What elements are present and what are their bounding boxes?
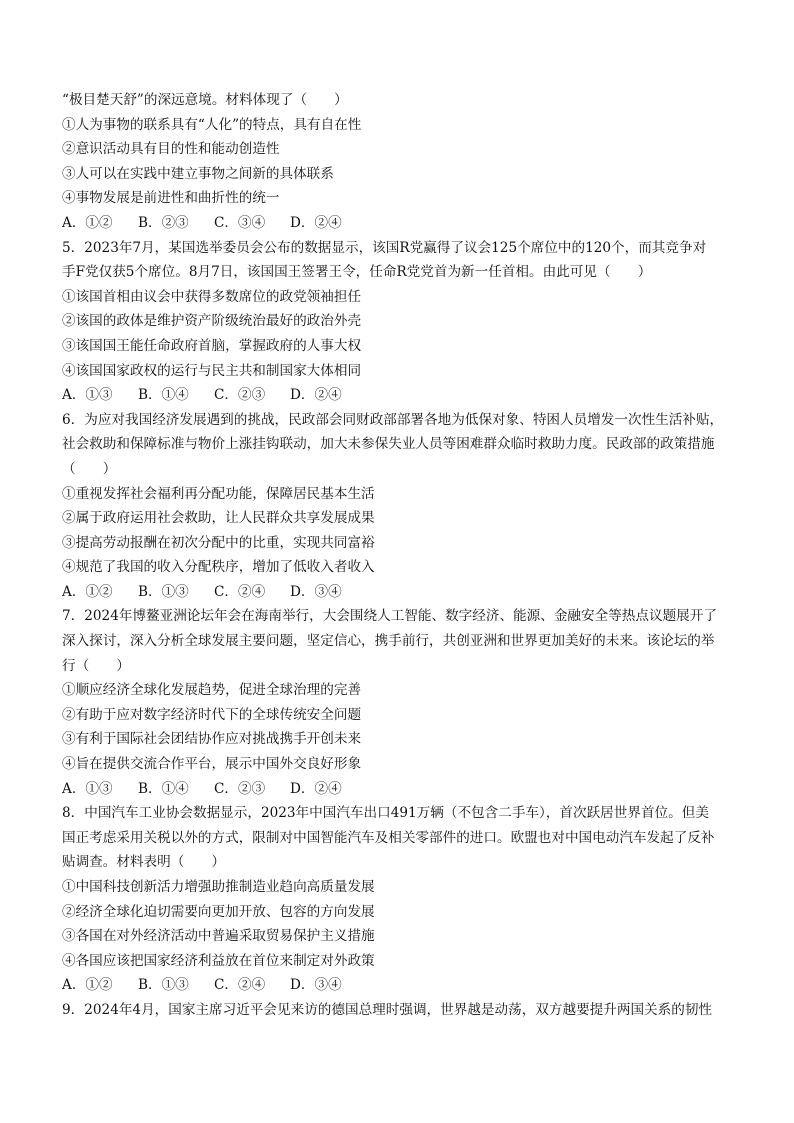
question-stem-line: 社会救助和保障标准与物价上涨挂钩联动，加大未参保失业人员等困难群众临时救助力度。民政部的政策措施: [62, 436, 715, 453]
answer-options: [62, 777, 742, 802]
answer-options: [62, 973, 742, 998]
option-a: A．①②: [62, 977, 113, 994]
choice-item: ②有助于应对数字经济时代下的全球传统安全问题: [62, 706, 362, 723]
choice-item: ②属于政府运用社会救助，让人民群众共享发展成果: [62, 510, 375, 527]
question-stem-line: 9．2024年4月，国家主席习近平会见来访的德国总理时强调，世界越是动荡，双方越要提升两国关系的韧性: [62, 1001, 713, 1018]
choice-item: ④各国应该把国家经济利益放在首位来制定对外政策: [62, 952, 375, 969]
answer-options: [62, 580, 742, 605]
question-stem-line: 5．2023年7月，某国选举委员会公布的数据显示，该国R党赢得了议会125个席位中的120个，而其竞争对: [62, 239, 707, 256]
question-stem-line: 6．为应对我国经济发展遇到的挑战，民政部会同财政部部署各地为低保对象、特困人员增发一次性生活补贴，: [62, 411, 724, 428]
question-stem-line: 手F党仅获5个席位。8月7日，该国国王签署王令，任命R党党首为新一任首相。由此可见（ ）: [62, 264, 652, 281]
option-c: C．②③: [214, 780, 266, 797]
option-a: A．①③: [62, 780, 113, 797]
option-d: D．②④: [290, 214, 342, 231]
question-8: [62, 801, 742, 998]
option-b: B．②③: [138, 214, 189, 231]
choice-item: ②意识活动具有目的性和能动创造性: [62, 141, 280, 158]
question-stem-line: 贴调查。材料表明（ ）: [62, 854, 226, 871]
option-b: B．①③: [138, 977, 189, 994]
question-stem-line: 行（ ）: [62, 657, 130, 674]
choice-item: ①顺应经济全球化发展趋势，促进全球治理的完善: [62, 682, 362, 699]
question-stem-line: 国正考虑采用关税以外的方式，限制对中国智能汽车及相关零部件的进口。欧盟也对中国电动汽车发起了反补: [62, 829, 715, 846]
question-7: [62, 604, 742, 801]
choice-item: ③有利于国际社会团结协作应对挑战携手开创未来: [62, 731, 362, 748]
option-b: B．①④: [138, 387, 189, 404]
option-a: A．①②: [62, 214, 113, 231]
option-c: C．②④: [214, 583, 266, 600]
option-c: C．③④: [214, 214, 266, 231]
option-d: D．②④: [290, 387, 342, 404]
choice-item: ③各国在对外经济活动中普遍采取贸易保护主义措施: [62, 928, 375, 945]
choice-item: ③提高劳动报酬在初次分配中的比重，实现共同富裕: [62, 534, 375, 551]
choice-item: ④事物发展是前进性和曲折性的统一: [62, 190, 280, 207]
choice-item: ①人为事物的联系具有“人化”的特点，具有自在性: [62, 116, 362, 133]
question-4-tail: [62, 88, 742, 236]
option-b: B．①④: [138, 780, 189, 797]
choice-item: ③人可以在实践中建立事物之间新的具体联系: [62, 165, 334, 182]
choice-item: ③该国国王能任命政府首脑，掌握政府的人事大权: [62, 337, 362, 354]
option-d: D．②④: [290, 780, 342, 797]
option-b: B．①③: [138, 583, 189, 600]
option-a: A．①③: [62, 387, 113, 404]
question-9: [62, 998, 742, 1023]
option-d: D．③④: [290, 977, 342, 994]
question-5: [62, 236, 742, 408]
choice-item: ④该国国家政权的运行与民主共和制国家大体相同: [62, 362, 362, 379]
choice-item: ①中国科技创新活力增强助推制造业趋向高质量发展: [62, 879, 375, 895]
exam-page: [62, 88, 742, 1023]
choice-item: ④规范了我国的收入分配秩序，增加了低收入者收入: [62, 559, 375, 576]
question-6: [62, 408, 742, 605]
answer-options: [62, 211, 742, 236]
choice-item: ②该国的政体是维护资产阶级统治最好的政治外壳: [62, 313, 362, 330]
option-c: C．②④: [214, 977, 266, 994]
question-stem-line: （ ）: [62, 460, 117, 477]
question-stem-line: “极目楚天舒”的深远意境。材料体现了（ ）: [62, 92, 348, 108]
choice-item: ②经济全球化迫切需要向更加开放、包容的方向发展: [62, 903, 375, 920]
option-a: A．①②: [62, 583, 113, 600]
option-d: D．③④: [290, 583, 342, 600]
choice-item: ①该国首相由议会中获得多数席位的政党领袖担任: [62, 288, 362, 305]
question-stem-line: 8．中国汽车工业协会数据显示，2023年中国汽车出口491万辆（不包含二手车），首次跃居世界首位。但美: [62, 805, 709, 822]
option-c: C．②③: [214, 387, 266, 404]
choice-item: ①重视发挥社会福利再分配功能，保障居民基本生活: [62, 485, 375, 502]
question-stem-line: 7．2024年博鳌亚洲论坛年会在海南举行，大会围绕人工智能、数字经济、能源、金融安全等热点议题展开了: [62, 608, 717, 625]
choice-item: ④旨在提供交流合作平台，展示中国外交良好形象: [62, 756, 362, 773]
answer-options: [62, 383, 742, 408]
question-stem-line: 深入探讨，深入分析全球发展主要问题，坚定信心，携手前行，共创亚洲和世界更加美好的未来。该论坛的举: [62, 633, 715, 650]
